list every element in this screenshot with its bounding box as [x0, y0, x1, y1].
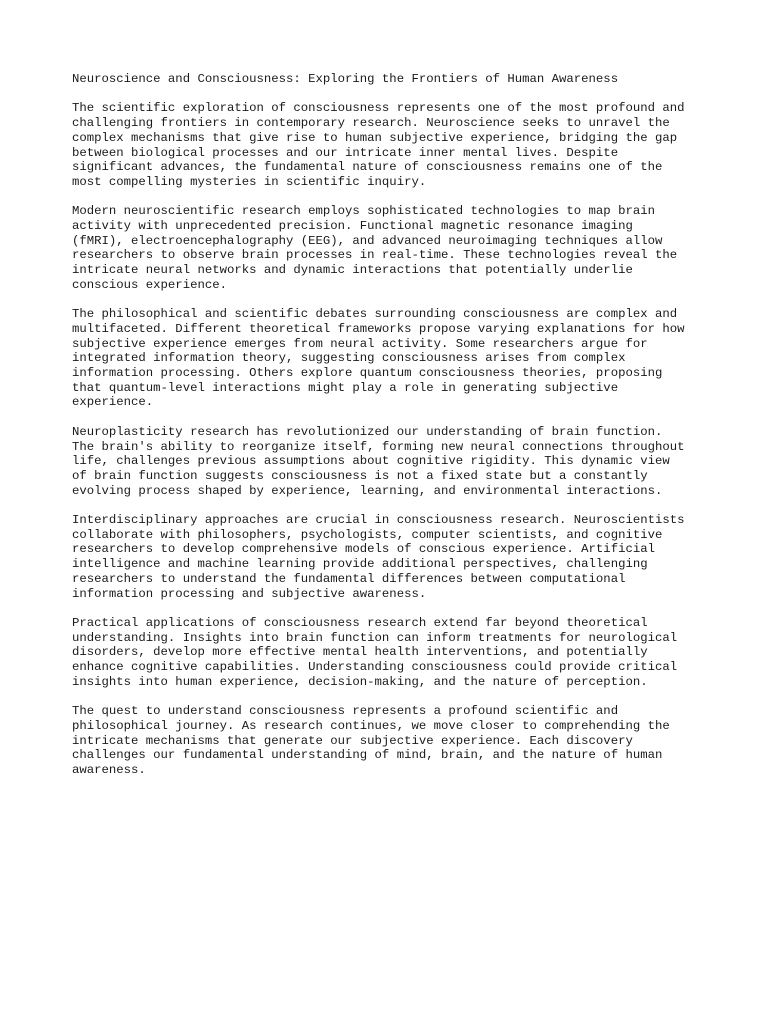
paragraph-line: Practical applications of consciousness research extend far beyond theoretical [72, 615, 648, 630]
paragraph-line: enhance cognitive capabilities. Understanding consciousness could provide critical [72, 660, 678, 675]
paragraph [72, 513, 712, 601]
paragraph [72, 307, 712, 410]
document-page [72, 72, 712, 792]
paragraph [72, 425, 712, 499]
paragraph-line: significant advances, the fundamental nature of consciousness remains one of the [72, 160, 663, 175]
paragraph-line: intricate mechanisms that generate our subjective experience. Each discovery [72, 733, 633, 748]
paragraph-line: between biological processes and our intricate inner mental lives. Despite [72, 145, 619, 160]
paragraph-line: life, challenges previous assumptions about cognitive rigidity. This dynamic view [72, 454, 670, 469]
paragraph-line: conscious experience. [72, 277, 227, 292]
paragraph-line: collaborate with philosophers, psychologists, computer scientists, and cognitive [72, 527, 663, 542]
paragraph-line: Neuroplasticity research has revolutionized our understanding of brain function. [72, 424, 663, 439]
paragraph-line: Modern neuroscientific research employs sophisticated technologies to map brain [72, 204, 655, 219]
paragraph [72, 704, 712, 778]
paragraph [72, 101, 712, 189]
paragraph-line: integrated information theory, suggesting consciousness arises from complex [72, 351, 626, 366]
paragraph-line: intricate neural networks and dynamic interactions that potentially underlie [72, 263, 633, 278]
paragraph-line: complex mechanisms that give rise to human subjective experience, bridging the gap [72, 130, 678, 145]
paragraph-line: insights into human experience, decision-making, and the nature of perception. [72, 674, 648, 689]
paragraph-line: subjective experience emerges from neural activity. Some researchers argue for [72, 336, 648, 351]
document-title: Neuroscience and Consciousness: Exploring the Frontiers of Human Awareness [72, 72, 619, 86]
paragraph-line: researchers to understand the fundamental differences between computational [72, 571, 626, 586]
paragraph-line: The philosophical and scientific debates surrounding consciousness are complex and [72, 307, 678, 322]
paragraph-line: challenges our fundamental understanding of mind, brain, and the nature of human [72, 748, 663, 763]
paragraph-line: intelligence and machine learning provide additional perspectives, challenging [72, 557, 648, 572]
paragraph-line: researchers to develop comprehensive models of conscious experience. Artificial [72, 542, 655, 557]
paragraph-line: challenging frontiers in contemporary research. Neuroscience seeks to unravel the [72, 116, 670, 131]
paragraph-line: information processing and subjective awareness. [72, 586, 427, 601]
paragraph [72, 616, 712, 690]
paragraph [72, 204, 712, 292]
paragraph-line: of brain function suggests consciousness is not a fixed state but a constantly [72, 468, 648, 483]
paragraph-line: that quantum-level interactions might play a role in generating subjective [72, 380, 619, 395]
document-body [72, 101, 712, 777]
paragraph-line: Interdisciplinary approaches are crucial in consciousness research. Neuroscientists [72, 513, 685, 528]
paragraph-line: (fMRI), electroencephalography (EEG), and advanced neuroimaging techniques allow [72, 233, 663, 248]
paragraph-line: multifaceted. Different theoretical frameworks propose varying explanations for how [72, 321, 685, 336]
paragraph-line: disorders, develop more effective mental health interventions, and potentially [72, 645, 648, 660]
paragraph-line: information processing. Others explore quantum consciousness theories, proposing [72, 366, 663, 381]
paragraph-line: The quest to understand consciousness represents a profound scientific and [72, 704, 619, 719]
paragraph-line: experience. [72, 395, 154, 410]
paragraph-line: philosophical journey. As research continues, we move closer to comprehending the [72, 718, 670, 733]
paragraph-line: awareness. [72, 762, 146, 777]
paragraph-line: most compelling mysteries in scientific inquiry. [72, 174, 427, 189]
paragraph-line: The brain's ability to reorganize itself, forming new neural connections throughout [72, 439, 685, 454]
paragraph-line: evolving process shaped by experience, learning, and environmental interactions. [72, 483, 663, 498]
paragraph-line: The scientific exploration of consciousness represents one of the most profound and [72, 101, 685, 116]
paragraph-line: researchers to observe brain processes in real-time. These technologies reveal the [72, 248, 678, 263]
paragraph-line: activity with unprecedented precision. Functional magnetic resonance imaging [72, 219, 633, 233]
paragraph-line: understanding. Insights into brain function can inform treatments for neurological [72, 630, 678, 645]
